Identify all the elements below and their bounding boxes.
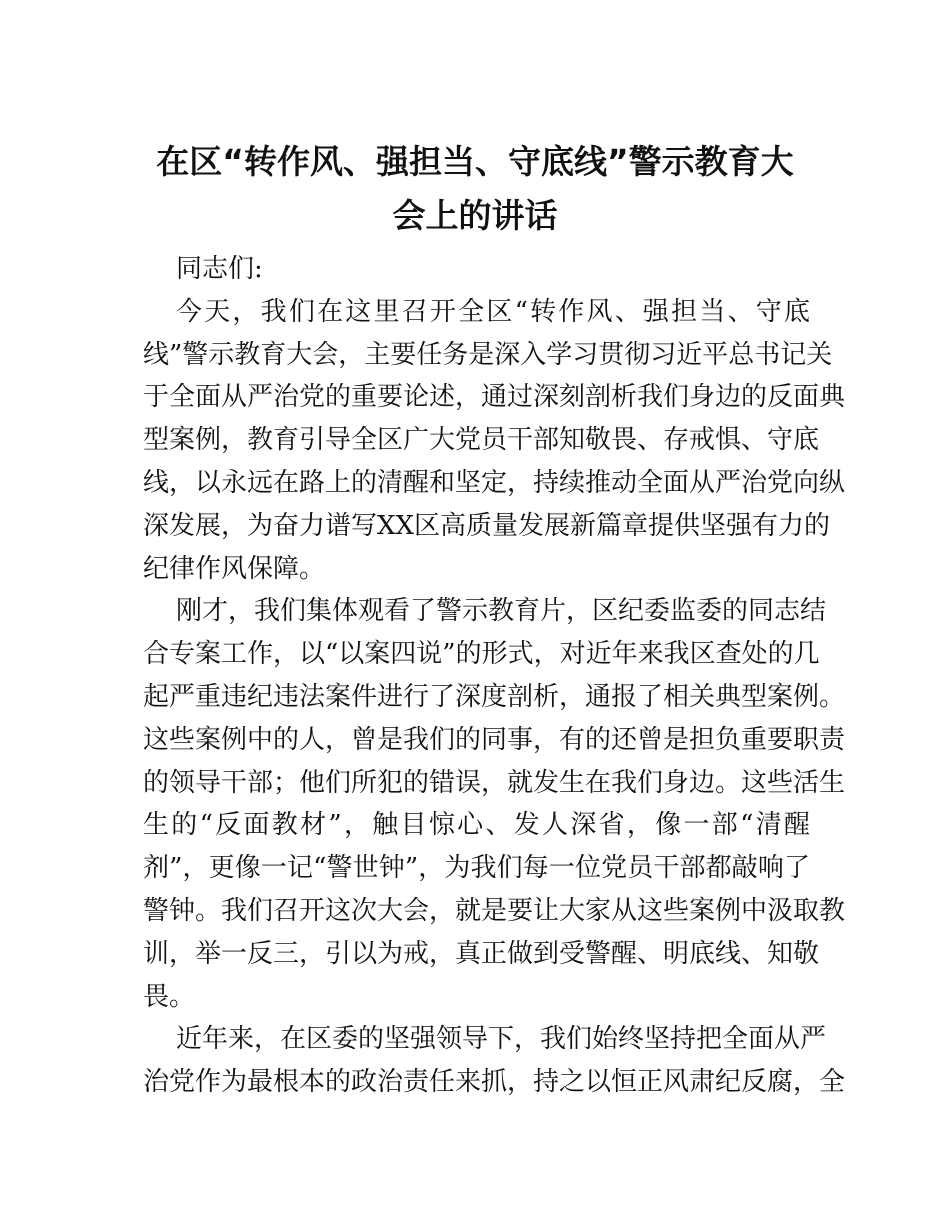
paragraph	[143, 1018, 846, 1104]
paragraph	[143, 291, 846, 591]
paragraph-line: 警钟。我们召开这次大会，就是要让大家从这些案例中汲取教	[143, 895, 846, 926]
paragraph-line: 型案例，教育引导全区广大党员干部知敬畏、存戒惧、守底	[143, 425, 820, 456]
salutation: 同志们:	[176, 254, 263, 284]
paragraph-line: 纪律作风保障。	[143, 553, 326, 584]
paragraph-line: 深发展，为奋力谱写XX区高质量发展新篇章提供坚强有力的	[143, 510, 831, 541]
title-line-2: 会上的讲话	[392, 196, 558, 235]
paragraphs	[143, 291, 846, 1104]
paragraph-line: 治党作为最根本的政治责任来抓，持之以恒正风肃纪反腐，全	[143, 1067, 846, 1098]
paragraph-line: 起严重违纪违法案件进行了深度剖析，通报了相关典型案例。	[143, 681, 846, 712]
paragraph-line: 生的“反面教材”，触目惊心、发人深省，像一部“清醒	[143, 810, 810, 841]
paragraph-line: 剂”，更像一记“警世钟”，为我们每一位党员干部都敲响了	[143, 853, 810, 884]
paragraph-line: 畏。	[143, 981, 196, 1012]
paragraph-line: 训，举一反三，引以为戒，真正做到受警醒、明底线、知敬	[143, 938, 820, 969]
paragraph-line: 线”警示教育大会，主要任务是深入学习贯彻习近平总书记关	[143, 339, 833, 370]
document-body	[143, 248, 846, 1104]
paragraph	[143, 590, 846, 1018]
paragraph-line: 近年来，在区委的坚强领导下，我们始终坚持把全面从严	[176, 1024, 827, 1055]
paragraph-line: 于全面从严治党的重要论述，通过深刻剖析我们身边的反面典	[143, 382, 846, 413]
paragraph-line: 刚才，我们集体观看了警示教育片，区纪委监委的同志结	[176, 596, 827, 627]
paragraph-line: 的领导干部；他们所犯的错误，就发生在我们身边。这些活生	[143, 767, 846, 798]
title-line-1: 在区“转作风、强担当、守底线”警示教育大	[156, 142, 794, 181]
document-title	[0, 135, 950, 243]
paragraph-line: 合专案工作，以“以案四说”的形式，对近年来我区查处的几	[143, 639, 820, 670]
paragraph-line: 这些案例中的人，曾是我们的同事，有的还曾是担负重要职责	[143, 724, 846, 755]
paragraph-line: 今天，我们在这里召开全区“转作风、强担当、守底	[176, 296, 810, 327]
paragraph-line: 线，以永远在路上的清醒和坚定，持续推动全面从严治党向纵	[143, 467, 846, 498]
